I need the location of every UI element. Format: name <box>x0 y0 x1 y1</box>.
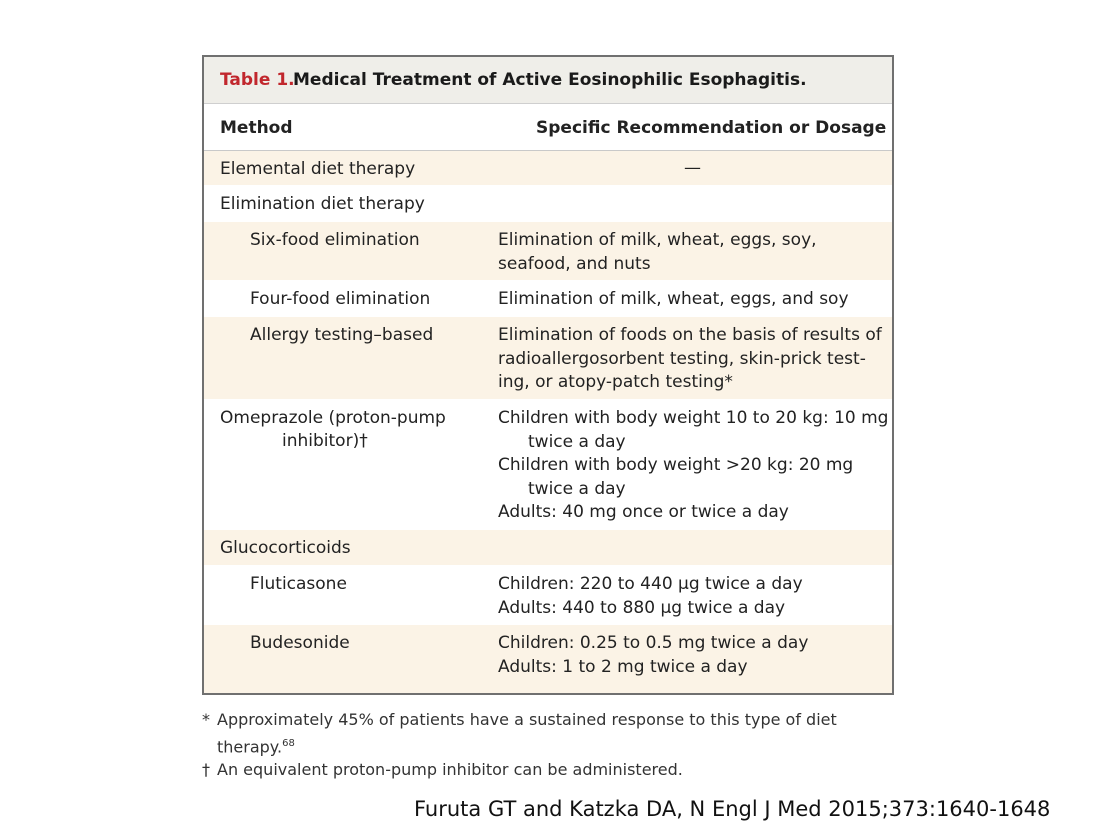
dosage-line: Children with body weight 10 to 20 kg: 10 mg <box>498 408 889 428</box>
footnote-line: An equivalent proton-pump inhibitor can be administered. <box>217 760 683 780</box>
footnote-reference: 68 <box>282 737 295 749</box>
citation: Furuta GT and Katzka DA, N Engl J Med 2015;373:1640-1648 <box>414 797 1051 821</box>
dosage-cell <box>498 573 803 620</box>
table <box>202 55 894 695</box>
dosage-line: ing, or atopy-patch testing* <box>498 372 733 392</box>
footnote-line: Approximately 45% of patients have a sustained response to this type of diet <box>217 710 837 729</box>
method-cell: Four-food elimination <box>250 289 431 309</box>
footnote <box>202 708 902 758</box>
column-header-recommendation: Specific Recommendation or Dosage <box>536 118 887 138</box>
dosage-line: Elimination of milk, wheat, eggs, soy, <box>498 230 817 250</box>
dosage-line: radioallergosorbent testing, skin-prick test- <box>498 348 866 369</box>
table-label: Table 1. <box>220 70 295 90</box>
dosage-cell <box>498 632 808 679</box>
dosage-cell <box>498 229 817 276</box>
table-row <box>204 317 892 400</box>
dosage-line: twice a day <box>528 478 626 499</box>
dosage-cell <box>498 324 882 395</box>
method-cell: Allergy testing–based <box>250 325 434 345</box>
method-line: Omeprazole (proton-pump <box>220 408 446 428</box>
table-header-row <box>204 104 892 151</box>
method-cell: Budesonide <box>250 633 350 653</box>
method-cell: Fluticasone <box>250 574 347 594</box>
dosage-line: Children: 220 to 440 μg twice a day <box>498 574 803 594</box>
table-row <box>204 625 892 695</box>
footnote <box>202 758 902 782</box>
table-row <box>204 151 892 186</box>
table-title: Medical Treatment of Active Eosinophilic Esophagitis. <box>293 70 807 90</box>
method-cell <box>220 407 446 453</box>
dosage-line: Elimination of milk, wheat, eggs, and soy <box>498 289 849 309</box>
dosage-cell: — <box>684 158 701 178</box>
method-cell: Elimination diet therapy <box>220 194 425 214</box>
method-cell: Elemental diet therapy <box>220 159 416 179</box>
dosage-cell <box>498 288 849 312</box>
dosage-line: twice a day <box>528 431 626 452</box>
dosage-line: Children with body weight >20 kg: 20 mg <box>498 455 854 475</box>
dosage-cell <box>498 407 888 525</box>
table-row <box>204 186 892 222</box>
method-cell: Glucocorticoids <box>220 538 351 558</box>
dosage-line: Adults: 40 mg once or twice a day <box>498 502 789 522</box>
table-title-bar <box>204 57 892 104</box>
dosage-line: seafood, and nuts <box>498 253 651 274</box>
method-cell: Six-food elimination <box>250 230 420 250</box>
dosage-line: Elimination of foods on the basis of results of <box>498 325 882 345</box>
table-row <box>204 530 892 566</box>
footnote-line: therapy. <box>217 736 283 756</box>
footnote-mark: † <box>202 760 210 780</box>
column-header-method: Method <box>220 118 293 138</box>
table-row <box>204 566 892 625</box>
dosage-line: Adults: 1 to 2 mg twice a day <box>498 656 748 677</box>
dosage-line: Adults: 440 to 880 μg twice a day <box>498 597 786 618</box>
dosage-line: Children: 0.25 to 0.5 mg twice a day <box>498 633 809 653</box>
footnotes <box>202 708 902 782</box>
method-line: inhibitor)† <box>282 431 368 451</box>
table-row <box>204 281 892 317</box>
table-row <box>204 400 892 530</box>
footnote-mark: * <box>202 710 210 729</box>
table-row <box>204 222 892 281</box>
